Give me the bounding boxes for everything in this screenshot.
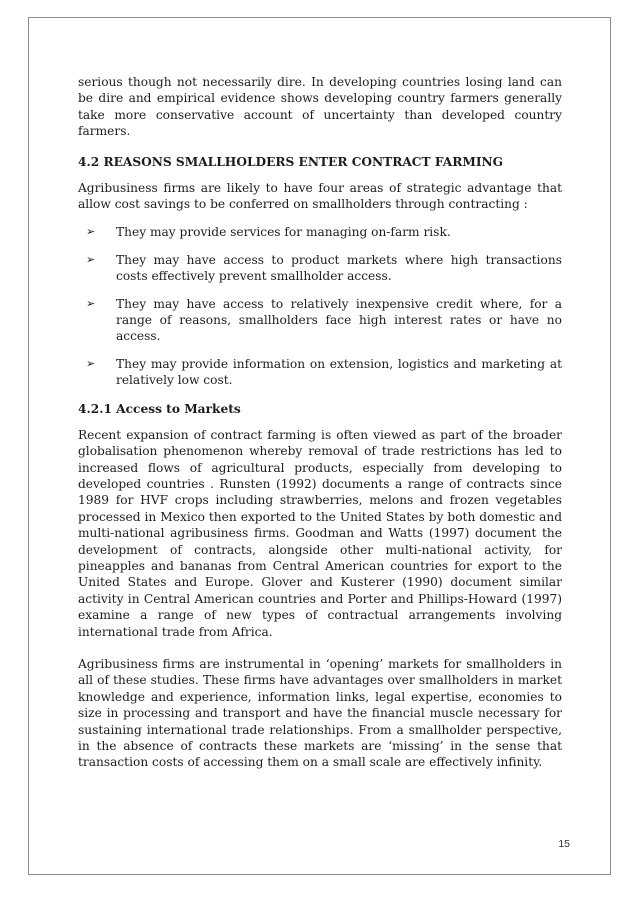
- body-paragraph: Recent expansion of contract farming is often viewed as part of the broader globalisation phenomenon whereby removal of trade restrictions has led to increased flows of agricultural products, especially from developing to developed countries . Runsten (1992) documents a range of contracts since 1989 for HVF crops including strawberries, melons and frozen vegetables processed in Mexico then exported to the United States by both domestic and multi-national agribusiness firms. Goodman and Watts (1997) document the development of contracts, alongside other multi-national activity, for pineapples and bananas from Central American countries for export to the United States and Europe. Glover and Kusterer (1990) document similar activity in Central American countries and Porter and Phillips-Howard (1997) examine a range of new types of contractual arrangements involving international trade from Africa.: [78, 427, 562, 639]
- page-content: [78, 74, 562, 771]
- bullet-list: [78, 224, 562, 388]
- intro-paragraph: serious though not necessarily dire. In developing countries losing land can be dire and empirical evidence shows developing country farmers generally take more conservative account of uncertainty than developed country farmers.: [78, 75, 562, 139]
- bullet-text: They may have access to relatively inexpensive credit where, for a range of reasons, smallholders face high interest rates or have no access.: [116, 296, 562, 344]
- arrow-bullet-icon: ➢: [86, 356, 96, 370]
- subsection-heading: 4.2.1 Access to Markets: [78, 401, 241, 416]
- arrow-bullet-icon: ➢: [86, 225, 96, 239]
- bullet-text: They may have access to product markets where high transactions costs effectively prevent smallholder access.: [116, 252, 562, 284]
- section-intro-paragraph: Agribusiness firms are likely to have four areas of strategic advantage that allow cost savings to be conferred on smallholders through contracting :: [78, 180, 562, 212]
- arrow-bullet-icon: ➢: [86, 296, 96, 310]
- bullet-text: They may provide services for managing on-farm risk.: [116, 225, 451, 240]
- bullet-item: [86, 296, 562, 345]
- bullet-item: [86, 356, 562, 389]
- arrow-bullet-icon: ➢: [86, 252, 96, 266]
- bullet-item: [86, 252, 562, 285]
- body-paragraph: Agribusiness firms are instrumental in ‘opening’ markets for smallholders in all of these studies. These firms have advantages over smallholders in market knowledge and experience, information links, legal expertise, economies to size in processing and transport and have the financial muscle necessary for sustaining international trade relationships. From a smallholder perspective, in the absence of contracts these markets are ‘missing’ in the sense that transaction costs of accessing them on a small scale are effectively infinity.: [78, 656, 562, 770]
- page-number: 15: [558, 838, 570, 850]
- bullet-text: They may provide information on extension, logistics and marketing at relatively low cost.: [116, 356, 562, 388]
- bullet-item: [86, 224, 562, 240]
- section-heading: 4.2 REASONS SMALLHOLDERS ENTER CONTRACT FARMING: [78, 154, 504, 169]
